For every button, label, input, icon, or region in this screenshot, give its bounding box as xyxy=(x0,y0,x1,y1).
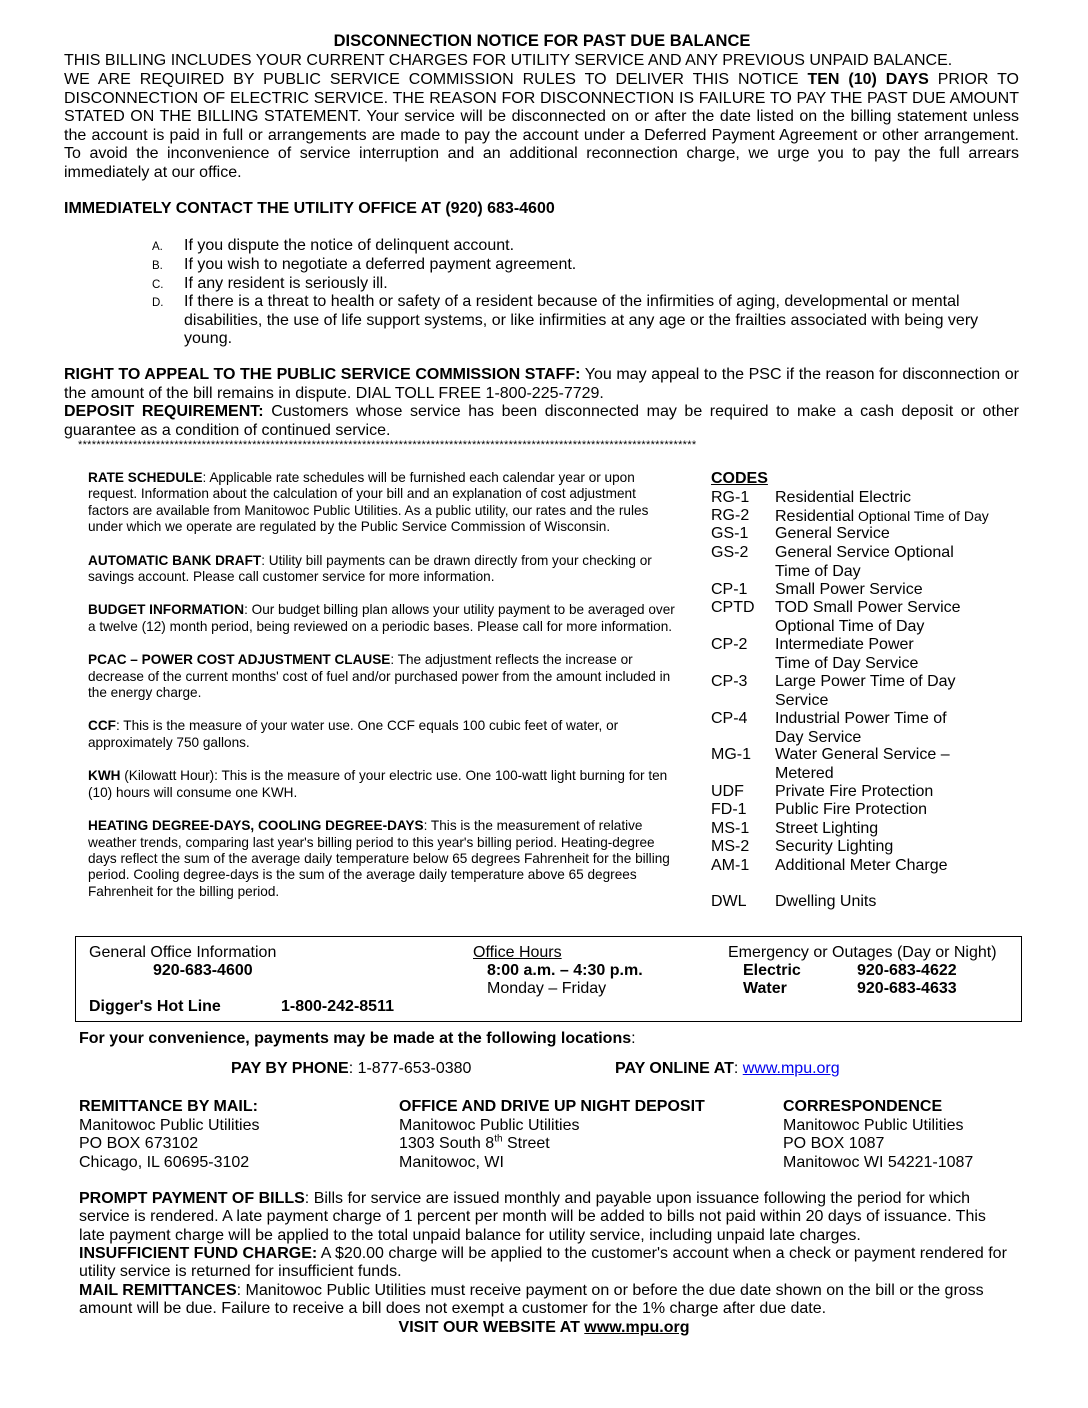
list-letter: D. xyxy=(152,297,164,309)
code-desc: Intermediate Power Time of Day Service xyxy=(775,636,919,672)
code-id: FD-1 xyxy=(711,801,747,818)
code-id: CP-4 xyxy=(711,710,748,727)
office-hours-label: Office Hours xyxy=(473,944,562,961)
code-id: CPTD xyxy=(711,599,755,616)
code-id: CP-1 xyxy=(711,581,748,598)
diggers-phone: 1-800-242-8511 xyxy=(281,998,394,1015)
list-text: If any resident is seriously ill. xyxy=(184,275,388,292)
address-office xyxy=(399,1098,759,1172)
deposit-label: DEPOSIT REQUIREMENT: xyxy=(64,403,264,420)
code-id: CP-3 xyxy=(711,673,748,690)
notice-paragraph xyxy=(64,71,1019,183)
definition-kwh: KWH (Kilowatt Hour): This is the measure of your electric use. One 100-watt light burning for ten (10) hours will consume one KWH. xyxy=(88,768,668,800)
appeal-label: RIGHT TO APPEAL TO THE PUBLIC SERVICE COMMISSION STAFF: xyxy=(64,366,581,383)
list-text: If you dispute the notice of delinquent account. xyxy=(184,237,515,254)
list-letter: C. xyxy=(152,279,164,291)
address-line: Manitowoc, WI xyxy=(399,1153,504,1171)
code-desc: Residential Optional Time of Day xyxy=(775,508,989,525)
notice-paragraph-c: PRIOR TO DISCONNECTION OF ELECTRIC SERVICE. THE REASON FOR DISCONNECTION IS FAILURE TO PAY THE PAST DUE AMOUNT STATED ON THE BILLING STATEMENT. Your service will be disconnected on or after the date listed on the billing statement unless the account is paid in full or arrangements are made to pay the account under a Deferred Payment Agreement or other arrangement. To avoid the inconvenience of service interruption and an additional reconnection charge, we urge you to pay the full arrears immediately at our office. xyxy=(64,71,1019,181)
code-id: GS-2 xyxy=(711,544,749,561)
appeal-paragraph xyxy=(64,366,1019,403)
address-line: PO BOX 673102 xyxy=(79,1135,199,1153)
payments-intro: For your convenience, payments may be made at the following locations: xyxy=(79,1030,636,1047)
address-line: Manitowoc Public Utilities xyxy=(79,1116,260,1134)
list-letter: B. xyxy=(152,260,163,272)
emergency-label: Emergency or Outages (Day or Night) xyxy=(728,944,997,961)
contact-heading: IMMEDIATELY CONTACT THE UTILITY OFFICE AT (920) 683-4600 xyxy=(64,200,555,217)
water-label: Water xyxy=(743,980,787,997)
code-desc: Water General Service – Metered xyxy=(775,746,950,782)
office-hours-time: 8:00 a.m. – 4:30 p.m. xyxy=(487,962,643,979)
code-desc: General Service Optional Time of Day xyxy=(775,544,954,580)
insufficient-fund-paragraph: INSUFFICIENT FUND CHARGE: A $20.00 charge will be applied to the customer's account when a check or payment rendered for utility service is returned for insufficient funds. xyxy=(79,1245,1007,1281)
code-desc: Public Fire Protection xyxy=(775,801,928,818)
code-desc: Residential Electric xyxy=(775,489,912,506)
pay-online: PAY ONLINE AT: www.mpu.org xyxy=(615,1060,840,1077)
prompt-payment-paragraph: PROMPT PAYMENT OF BILLS: Bills for service are issued monthly and payable upon issuance following the period for which service is rendered. A late payment charge of 1 percent per month will be added to bills not paid within 20 days of issuance. This late payment charge will be applied to the total unpaid balance for utility service, including unpaid late charges. xyxy=(79,1190,986,1244)
code-id: MS-1 xyxy=(711,820,750,837)
code-desc: General Service xyxy=(775,525,890,542)
general-office-label: General Office Information xyxy=(89,944,277,961)
definition-rate-schedule: RATE SCHEDULE: Applicable rate schedules will be furnished each calendar year or upon request. Information about the calculation of your bill and an explanation of cost adjustment factors are available from Manitowoc Public Utilities. As a public utility, our rates and the rules under which we operate are regulated by the Public Service Commission of Wisconsin. xyxy=(88,470,649,535)
electric-phone: 920-683-4622 xyxy=(857,962,957,979)
list-item xyxy=(150,275,1000,293)
code-id: CP-2 xyxy=(711,636,748,653)
code-id: RG-1 xyxy=(711,489,750,506)
codes-column xyxy=(711,470,1041,910)
code-desc: Street Lighting xyxy=(775,820,879,837)
address-line: Manitowoc Public Utilities xyxy=(399,1116,580,1134)
code-desc: Large Power Time of Day Service xyxy=(775,673,956,709)
list-item xyxy=(150,256,1000,275)
address-heading: REMITTANCE BY MAIL: xyxy=(79,1098,258,1115)
code-desc: TOD Small Power Service Optional Time of Day xyxy=(775,599,961,635)
definition-ccf: CCF: This is the measure of your water use. One CCF equals 100 cubic feet of water, or approximately 750 gallons. xyxy=(88,718,619,750)
code-id: RG-2 xyxy=(711,507,750,524)
notice-paragraph-a: WE ARE REQUIRED BY PUBLIC SERVICE COMMISSION RULES TO DELIVER THIS NOTICE xyxy=(64,71,808,88)
diggers-label: Digger's Hot Line xyxy=(89,998,221,1015)
electric-label: Electric xyxy=(743,962,801,979)
address-line: Manitowoc Public Utilities xyxy=(783,1116,964,1134)
definition-degree-days: HEATING DEGREE-DAYS, COOLING DEGREE-DAYS: This is the measurement of relative weather trends, comparing last year's billing period to this year's billing period. Heating-degree days reflect the sum of the average daily temperature below 65 degrees Fahrenheit for the billing period. Cooling degree-days is the sum of the average daily temperature above 65 degrees Fahrenheit for the billing period. xyxy=(88,818,670,899)
codes-heading: CODES xyxy=(711,470,768,487)
code-desc: Security Lighting xyxy=(775,838,894,855)
definition-pcac: PCAC – POWER COST ADJUSTMENT CLAUSE: The adjustment reflects the increase or decrease of the current months' cost of fuel and/or purchased power from the amount included in the energy charge. xyxy=(88,652,671,701)
address-correspondence xyxy=(783,1098,1013,1172)
office-info-box xyxy=(75,936,1022,1022)
definition-bank-draft: AUTOMATIC BANK DRAFT: Utility bill payments can be drawn directly from your checking or savings account. Please call customer service for more information. xyxy=(88,552,652,585)
code-desc: Dwelling Units xyxy=(775,893,877,910)
general-office-phone: 920-683-4600 xyxy=(153,962,253,979)
list-item xyxy=(150,237,1000,256)
address-line: Manitowoc WI 54221-1087 xyxy=(783,1153,974,1171)
page-title: DISCONNECTION NOTICE FOR PAST DUE BALANCE xyxy=(333,32,751,50)
code-id: MS-2 xyxy=(711,838,750,855)
code-id: MG-1 xyxy=(711,746,751,763)
list-item xyxy=(150,293,1000,349)
deposit-paragraph xyxy=(64,403,1019,440)
code-desc: Industrial Power Time of Day Service xyxy=(775,710,947,746)
code-id: AM-1 xyxy=(711,857,750,874)
contact-reasons-list xyxy=(150,237,1000,349)
list-text: If there is a threat to health or safety of a resident because of the infirmities of aging, developmental or mental disabilities, the use of life support systems, or like infirmities at any age or the frailties associated with being very young. xyxy=(184,293,979,348)
water-phone: 920-683-4633 xyxy=(857,980,957,997)
mail-remittances-paragraph: MAIL REMITTANCES: Manitowoc Public Utilities must receive payment on or before the due date shown on the bill or the gross amount will be due. Failure to receive a bill does not exempt a customer for the 1% charge after due date. xyxy=(79,1282,984,1318)
address-remittance xyxy=(79,1098,379,1172)
pay-by-phone: PAY BY PHONE: 1-877-653-0380 xyxy=(231,1060,472,1077)
address-heading: OFFICE AND DRIVE UP NIGHT DEPOSIT xyxy=(399,1098,705,1115)
code-desc: Additional Meter Charge xyxy=(775,857,948,874)
deposit-text: Customers whose service has been disconnected may be required to make a cash deposit or other guarantee as a condition of continued service. xyxy=(64,403,1020,439)
definition-budget: BUDGET INFORMATION: Our budget billing plan allows your utility payment to be averaged over a twelve (12) month period, being reviewed on a periodic bases. Please call for more information. xyxy=(88,602,675,634)
intro-line: THIS BILLING INCLUDES YOUR CURRENT CHARGES FOR UTILITY SERVICE AND ANY PREVIOUS UNPAID BALANCE. xyxy=(64,52,953,69)
website-link[interactable]: www.mpu.org xyxy=(584,1319,690,1336)
code-id: UDF xyxy=(711,783,744,800)
visit-website: VISIT OUR WEBSITE AT www.mpu.org xyxy=(398,1319,690,1336)
definitions-column xyxy=(88,470,680,900)
address-line: 1303 South 8th Street xyxy=(399,1133,550,1153)
appeal-text: You may appeal to the PSC if the reason for disconnection or the amount of the bill remains in dispute. DIAL TOLL FREE 1-800-225-7729. xyxy=(64,366,1020,402)
notice-ten-days: TEN (10) DAYS xyxy=(807,71,929,88)
office-hours-days: Monday – Friday xyxy=(487,980,607,997)
code-desc: Private Fire Protection xyxy=(775,783,934,800)
code-id: GS-1 xyxy=(711,525,749,542)
pay-online-link[interactable]: www.mpu.org xyxy=(742,1060,840,1077)
star-divider: *************************************************************************************************************************************** xyxy=(78,439,697,451)
code-desc: Small Power Service xyxy=(775,581,923,598)
code-id: DWL xyxy=(711,893,747,910)
list-text: If you wish to negotiate a deferred payment agreement. xyxy=(184,256,577,273)
address-line: PO BOX 1087 xyxy=(783,1135,885,1153)
list-letter: A. xyxy=(152,241,163,253)
address-heading: CORRESPONDENCE xyxy=(783,1098,943,1115)
address-line: Chicago, IL 60695-3102 xyxy=(79,1153,250,1171)
